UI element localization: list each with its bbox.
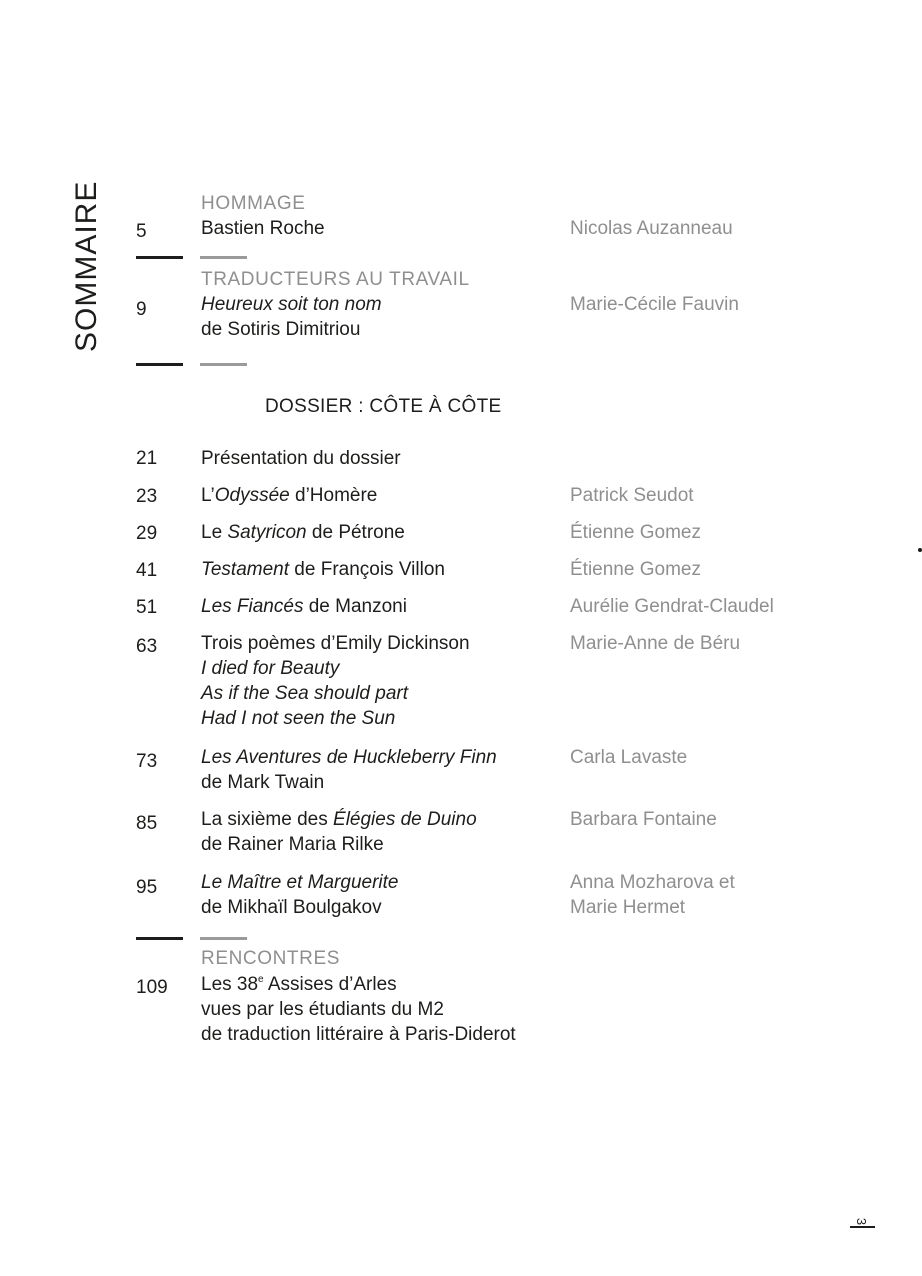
- poem-title: As if the Sea should part: [201, 683, 409, 704]
- entry-title-pre: Le: [201, 522, 228, 543]
- entry-title-post: de François Villon: [289, 559, 445, 580]
- entry-title: [201, 292, 382, 342]
- entry-title-italic: Testament: [201, 559, 290, 580]
- page-number: 73: [136, 751, 158, 772]
- entry-title-italic: Heureux soit ton nom: [201, 294, 382, 315]
- entry-author: Marie-Cécile Fauvin: [570, 294, 739, 315]
- entry-title-pre: Les 38: [201, 974, 259, 995]
- divider-gray: [200, 937, 247, 940]
- page-number: 23: [136, 486, 158, 507]
- divider-dark: [136, 937, 183, 940]
- entry-author: Aurélie Gendrat-Claudel: [570, 596, 774, 617]
- section-hommage: HOMMAGE: [201, 193, 306, 214]
- page-number: 5: [136, 221, 147, 242]
- edge-mark: [918, 548, 922, 552]
- entry-title-line3: de traduction littéraire à Paris-Diderot: [201, 1024, 516, 1045]
- page-number: 51: [136, 597, 158, 618]
- entry-author: Carla Lavaste: [570, 747, 688, 768]
- divider-dark: [136, 256, 183, 259]
- folio: 3: [854, 1217, 870, 1226]
- entry-author: Nicolas Auzanneau: [570, 218, 733, 239]
- entry-title: Bastien Roche: [201, 218, 325, 239]
- entry-author: Étienne Gomez: [570, 559, 701, 580]
- entry-title-line2: de Mark Twain: [201, 772, 325, 793]
- entry-title: [201, 520, 405, 545]
- entry-author: Patrick Seudot: [570, 485, 694, 506]
- entry-title-line2: de Sotiris Dimitriou: [201, 319, 361, 340]
- page-number: 109: [136, 977, 168, 998]
- divider-dark: [136, 363, 183, 366]
- entry-title-pre: La sixième des: [201, 809, 334, 830]
- page-number: 29: [136, 523, 158, 544]
- entry-title: [201, 631, 470, 731]
- poem-title: I died for Beauty: [201, 658, 340, 679]
- entry-title-main: Trois poèmes d’Emily Dickinson: [201, 633, 470, 654]
- page-number: 21: [136, 448, 158, 469]
- entry-title-line2: vues par les étudiants du M2: [201, 999, 444, 1020]
- page-heading: SOMMAIRE: [70, 180, 103, 352]
- folio-rule: [850, 1226, 875, 1228]
- entry-title-italic: Les Aventures de Huckleberry Finn: [201, 747, 497, 768]
- entry-author: Étienne Gomez: [570, 522, 701, 543]
- entry-author: Barbara Fontaine: [570, 809, 717, 830]
- page-number: 95: [136, 877, 158, 898]
- entry-title: [201, 870, 398, 920]
- entry-title-italic: Odyssée: [214, 485, 290, 506]
- section-rencontres: RENCONTRES: [201, 948, 341, 969]
- entry-title-line2: de Rainer Maria Rilke: [201, 834, 384, 855]
- entry-title: [201, 483, 377, 508]
- entry-author: [570, 870, 735, 920]
- superscript: e: [258, 974, 264, 985]
- entry-title-post: de Manzoni: [303, 596, 407, 617]
- entry-title: [201, 557, 445, 582]
- entry-title-italic: Les Fiancés: [201, 596, 304, 617]
- divider-gray: [200, 363, 247, 366]
- page-number: 63: [136, 636, 158, 657]
- entry-author-line2: Marie Hermet: [570, 897, 686, 918]
- page-number: 41: [136, 560, 158, 581]
- entry-title-line2: de Mikhaïl Boulgakov: [201, 897, 382, 918]
- entry-author-line1: Anna Mozharova et: [570, 872, 735, 893]
- entry-title: [201, 745, 497, 795]
- section-traducteurs: TRADUCTEURS AU TRAVAIL: [201, 269, 470, 290]
- entry-title-italic: Élégies de Duino: [333, 809, 477, 830]
- entry-title-pre: L’: [201, 485, 215, 506]
- entry-title-post: d’Homère: [289, 485, 378, 506]
- entry-title: Présentation du dossier: [201, 448, 401, 469]
- entry-title-italic: Satyricon: [227, 522, 307, 543]
- entry-author: Marie-Anne de Béru: [570, 633, 741, 654]
- poem-title: Had I not seen the Sun: [201, 708, 396, 729]
- entry-title-post: de Pétrone: [306, 522, 405, 543]
- page-number: 9: [136, 299, 147, 320]
- page-number: 85: [136, 813, 158, 834]
- entry-title-post: Assises d’Arles: [263, 974, 397, 995]
- entry-title: [201, 972, 516, 1047]
- entry-title-italic: Le Maître et Marguerite: [201, 872, 399, 893]
- divider-gray: [200, 256, 247, 259]
- dossier-heading: DOSSIER : CÔTE À CÔTE: [265, 396, 502, 417]
- entry-title: [201, 807, 477, 857]
- entry-title: [201, 594, 407, 619]
